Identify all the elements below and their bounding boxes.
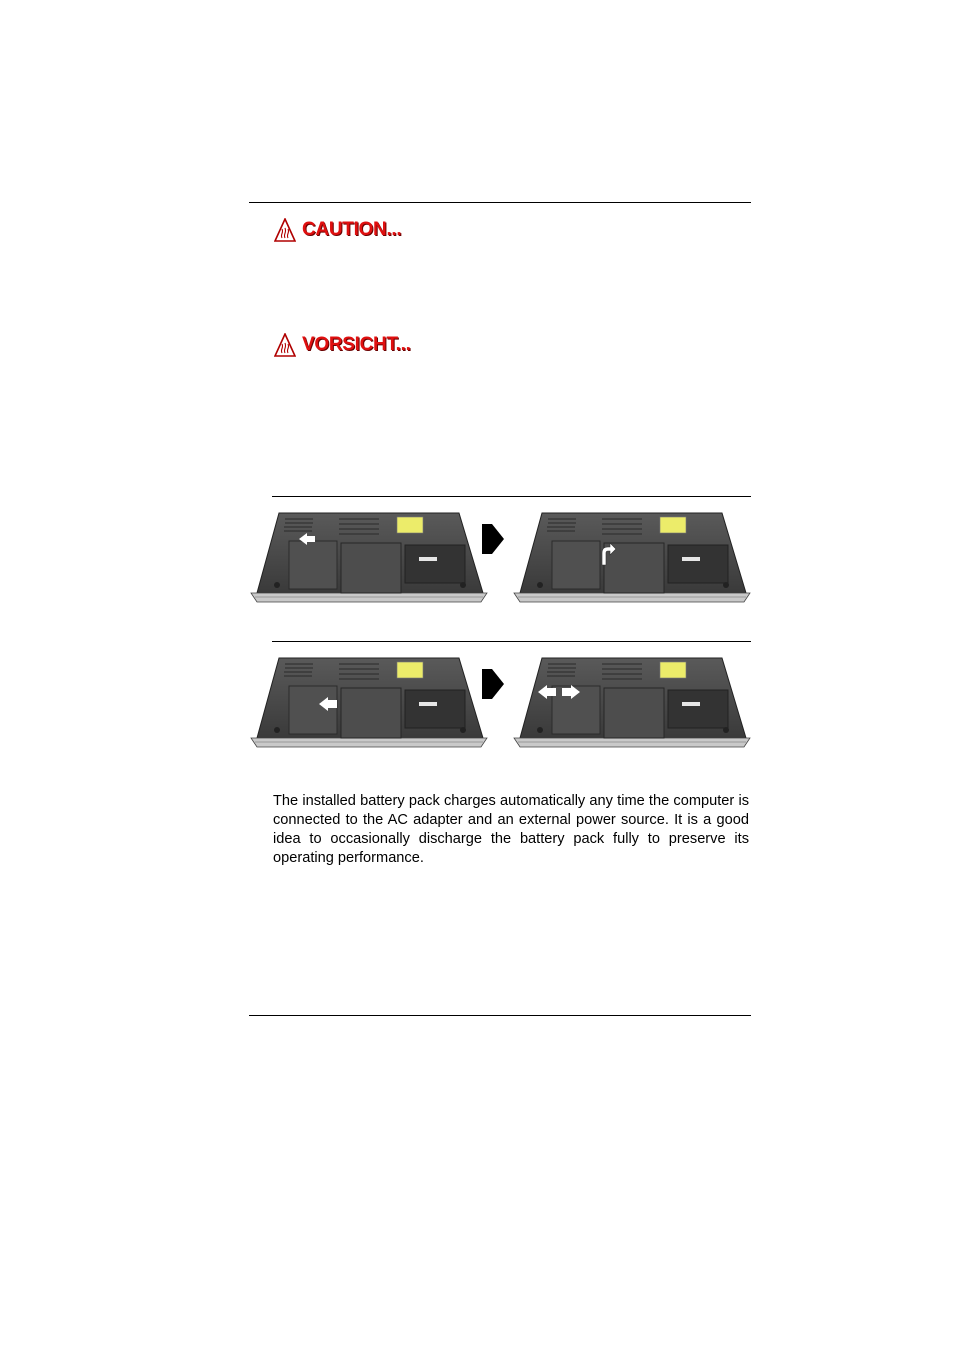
caution-title: CAUTION... [302,219,402,240]
top-divider [249,202,751,203]
figure-divider-1 [272,496,751,497]
laptop-bottom-photo-step-4 [512,650,752,750]
figure-divider-2 [272,641,751,642]
step-arrow-icon [482,520,504,558]
vorsicht-heading [274,333,411,357]
laptop-bottom-photo-step-3 [249,650,489,750]
laptop-bottom-photo-step-1 [249,505,489,605]
vorsicht-title: VORSICHT... [302,334,411,355]
step-arrow-icon [482,665,504,703]
heat-warning-triangle-icon [274,218,296,242]
caution-heading [274,218,401,242]
heat-warning-triangle-icon [274,333,296,357]
battery-charging-paragraph: The installed battery pack charges automatically any time the computer is connected to the AC adapter and an external power source. It is a good idea to occasionally discharge the battery pack fully to preserve its operating performance. [273,793,749,866]
laptop-bottom-photo-step-2 [512,505,752,605]
bottom-divider [249,1015,751,1016]
